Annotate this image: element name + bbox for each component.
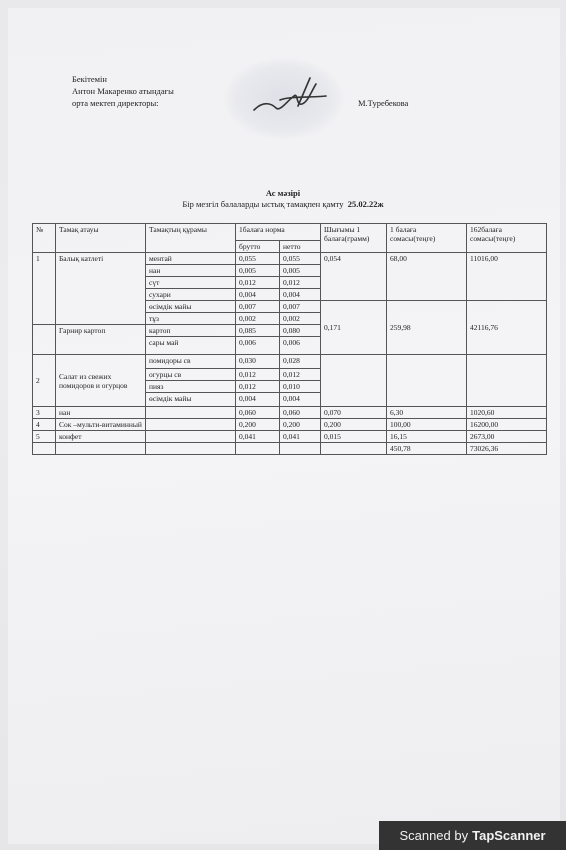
row-gross: 0,200 xyxy=(236,419,280,431)
row-yield: 0,070 xyxy=(321,407,387,419)
approval-line-2: Антон Макаренко атындағы xyxy=(72,86,174,96)
row-yield: 0,171 xyxy=(321,301,387,355)
total-cost-one: 450,78 xyxy=(387,443,467,455)
row-yield: 0,054 xyxy=(321,253,387,301)
row-ingredient xyxy=(146,431,236,443)
row-net: 0,041 xyxy=(280,431,321,443)
header-dish: Тамақ атауы xyxy=(56,224,146,253)
header-row xyxy=(33,224,547,241)
row-net: 0,055 xyxy=(280,253,321,265)
row-cost-one: 100,00 xyxy=(387,419,467,431)
row-ingredient: сүт xyxy=(146,277,236,289)
row-net: 0,006 xyxy=(280,337,321,355)
row-dish: конфет xyxy=(56,431,146,443)
menu-table xyxy=(32,223,547,455)
row-cost-all xyxy=(467,355,547,407)
total-row xyxy=(33,443,547,455)
total-cost-all: 73026,36 xyxy=(467,443,547,455)
row-ingredient: помидоры св xyxy=(146,355,236,369)
row-yield: 0,015 xyxy=(321,431,387,443)
document-title: Ас мәзірі xyxy=(265,188,301,198)
header-gross: брутто xyxy=(236,241,280,253)
signature-icon xyxy=(250,70,330,120)
table-row xyxy=(33,419,547,431)
row-gross: 0,004 xyxy=(236,393,280,407)
row-gross: 0,060 xyxy=(236,407,280,419)
row-gross: 0,041 xyxy=(236,431,280,443)
row-yield xyxy=(321,355,387,407)
row-ingredient: пияз xyxy=(146,381,236,393)
row-gross: 0,012 xyxy=(236,381,280,393)
row-yield: 0,200 xyxy=(321,419,387,431)
director-name: М.Туребекова xyxy=(358,98,409,108)
row-cost-one: 6,30 xyxy=(387,407,467,419)
row-net: 0,002 xyxy=(280,313,321,325)
row-no: 3 xyxy=(33,407,56,419)
header-composition: Тамақтың құрамы xyxy=(146,224,236,253)
row-ingredient: огурцы св xyxy=(146,369,236,381)
row-gross: 0,005 xyxy=(236,265,280,277)
row-cost-all: 42116,76 xyxy=(467,301,547,355)
header-cost-all: 162балаға сомасы(теңге) xyxy=(467,224,547,253)
row-gross: 0,030 xyxy=(236,355,280,369)
row-cost-all: 2673,00 xyxy=(467,431,547,443)
row-gross: 0,006 xyxy=(236,337,280,355)
approval-block xyxy=(72,73,174,109)
row-net: 0,007 xyxy=(280,301,321,313)
row-no: 2 xyxy=(33,355,56,407)
row-net: 0,028 xyxy=(280,355,321,369)
row-ingredient xyxy=(146,407,236,419)
row-ingredient: сухари xyxy=(146,289,236,301)
scanner-brand: TapScanner xyxy=(472,828,546,843)
header-yield: Шығымы 1 балаға(грамм) xyxy=(321,224,387,253)
table-row xyxy=(33,431,547,443)
scanner-prefix: Scanned by xyxy=(399,828,469,843)
row-net: 0,004 xyxy=(280,289,321,301)
row-dish: Балық катлеті xyxy=(56,253,146,325)
row-net: 0,200 xyxy=(280,419,321,431)
document-subtitle xyxy=(0,199,566,209)
row-no xyxy=(33,325,56,355)
row-no: 1 xyxy=(33,253,56,325)
row-gross: 0,055 xyxy=(236,253,280,265)
row-gross: 0,012 xyxy=(236,369,280,381)
header-no: № xyxy=(33,224,56,253)
header-net: нетто xyxy=(280,241,321,253)
row-net: 0,012 xyxy=(280,277,321,289)
row-ingredient: өсімдік майы xyxy=(146,301,236,313)
row-gross: 0,004 xyxy=(236,289,280,301)
row-cost-all: 16200,00 xyxy=(467,419,547,431)
row-ingredient: нан xyxy=(146,265,236,277)
row-gross: 0,085 xyxy=(236,325,280,337)
row-cost-all: 1020,60 xyxy=(467,407,547,419)
subtitle-date: 25.02.22ж xyxy=(347,199,384,209)
approval-line-1: Бекітемін xyxy=(72,74,107,84)
row-ingredient: сары май xyxy=(146,337,236,355)
row-ingredient: ментай xyxy=(146,253,236,265)
header-norm: 1балаға норма xyxy=(236,224,321,241)
subtitle-text: Бір мезгіл балаларды ыстық тамақпен қамту xyxy=(182,199,344,209)
row-net: 0,010 xyxy=(280,381,321,393)
row-cost-one xyxy=(387,355,467,407)
row-dish: нан xyxy=(56,407,146,419)
row-no: 5 xyxy=(33,431,56,443)
row-gross: 0,002 xyxy=(236,313,280,325)
row-dish: Гарнир картоп xyxy=(56,325,146,355)
row-ingredient: картоп xyxy=(146,325,236,337)
row-cost-one: 259,98 xyxy=(387,301,467,355)
row-cost-one: 68,00 xyxy=(387,253,467,301)
row-cost-one: 16,15 xyxy=(387,431,467,443)
row-dish: Салат из свежих помидоров и огурцов xyxy=(56,355,146,407)
row-net: 0,004 xyxy=(280,393,321,407)
table-row xyxy=(33,355,547,369)
row-dish: Сок –мульти-витаминный xyxy=(56,419,146,431)
row-ingredient: өсімдік майы xyxy=(146,393,236,407)
table-row xyxy=(33,407,547,419)
row-ingredient: тұз xyxy=(146,313,236,325)
row-gross: 0,012 xyxy=(236,277,280,289)
row-no: 4 xyxy=(33,419,56,431)
approval-line-3: орта мектеп директоры: xyxy=(72,98,159,108)
row-ingredient xyxy=(146,419,236,431)
row-net: 0,012 xyxy=(280,369,321,381)
row-net: 0,080 xyxy=(280,325,321,337)
row-cost-all: 11016,00 xyxy=(467,253,547,301)
row-net: 0,060 xyxy=(280,407,321,419)
row-net: 0,005 xyxy=(280,265,321,277)
scanner-watermark xyxy=(379,821,566,850)
header-cost-one: 1 балаға сомасы(теңге) xyxy=(387,224,467,253)
row-gross: 0,007 xyxy=(236,301,280,313)
table-row xyxy=(33,253,547,265)
